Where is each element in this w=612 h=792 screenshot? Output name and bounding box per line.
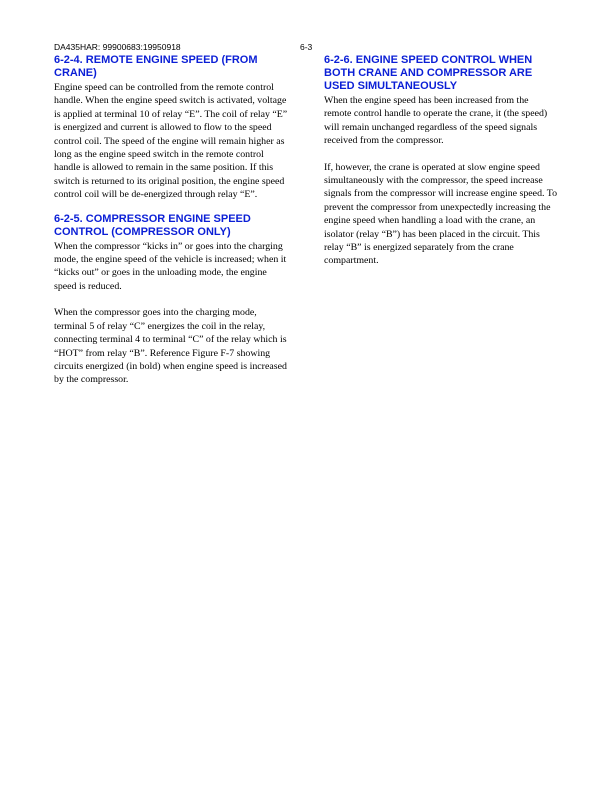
section-6-2-4-paragraph-1: Engine speed can be controlled from the remote control handle. When the engine speed switch is activated, voltage is applied at terminal 10 of relay “E”. The coil of relay “E” is energized and current is allowed to flow to the speed control coil. The speed of the engine will remain higher as long as the engine speed switch in the remote control handle is allowed to remain in the same position. If this switch is returned to its original position, the engine speed control coil will be de-energized through relay “E”.	[54, 82, 288, 201]
right-column	[324, 54, 558, 268]
section-heading-6-2-5: 6-2-5. COMPRESSOR ENGINE SPEED CONTROL (COMPRESSOR ONLY)	[54, 212, 251, 238]
section-heading-6-2-6: 6-2-6. ENGINE SPEED CONTROL WHEN BOTH CRANE AND COMPRESSOR ARE USED SIMULTANEOUSLY	[324, 54, 533, 92]
section-6-2-6-paragraph-1: When the engine speed has been increased from the remote control handle to operate the crane, it (the speed) will remain unchanged regardless of the speed signals received from the compressor.	[324, 95, 548, 147]
document-id: DA435HAR: 99900683:19950918	[54, 42, 181, 52]
section-heading-6-2-4: 6-2-4. REMOTE ENGINE SPEED (FROM CRANE)	[54, 54, 258, 79]
section-6-2-5-paragraph-2: When the compressor goes into the charging mode, terminal 5 of relay “C” energizes the coil in the relay, connecting terminal 4 to terminal “C” of the relay which is “HOT” from relay “B”. Reference Figure F-7 showing circuits energized (in bold) when engine speed is increased by the compressor.	[54, 307, 287, 386]
page-number: 6-3	[300, 42, 313, 52]
section-6-2-6-paragraph-2: If, however, the crane is operated at slow engine speed simultaneously with the compressor, the speed increase signals from the compressor will increase engine speed. To prevent the compressor from unexpectedly increasing the engine speed when handling a load with the crane, an isolator (relay “B”) has been placed in the circuit. This relay “B” is energized separately from the crane compartment.	[324, 161, 558, 267]
left-column	[54, 54, 288, 387]
section-6-2-5-paragraph-1: When the compressor “kicks in” or goes into the charging mode, the engine speed of the vehicle is increased; when it “kicks out” or goes in the unloading mode, the engine speed is reduced.	[54, 240, 287, 292]
